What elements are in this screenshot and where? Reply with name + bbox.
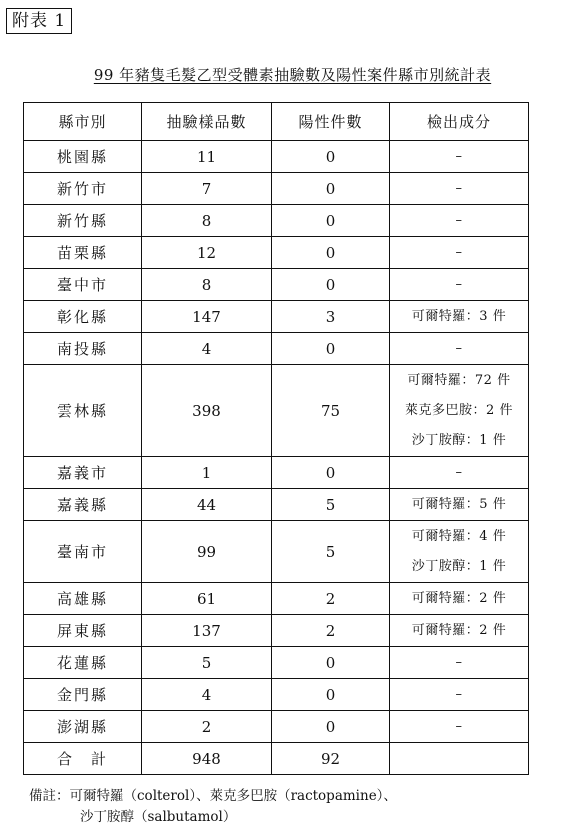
positives-cell: 0 bbox=[272, 141, 390, 173]
positives-cell: 5 bbox=[272, 521, 390, 583]
county-cell: 澎湖縣 bbox=[24, 711, 142, 743]
county-cell: 花蓮縣 bbox=[24, 647, 142, 679]
table-row bbox=[24, 457, 529, 489]
component-line: – bbox=[455, 686, 463, 702]
table-row bbox=[24, 647, 529, 679]
table-row bbox=[24, 679, 529, 711]
header-county: 縣市別 bbox=[24, 103, 142, 141]
component-line: 可爾特羅：3 件 bbox=[411, 308, 507, 324]
component-line: 沙丁胺醇：1 件 bbox=[411, 558, 507, 574]
positives-cell: 0 bbox=[272, 173, 390, 205]
table-title-text: 99 年豬隻毛髮乙型受體素抽驗數及陽性案件縣市別統計表 bbox=[93, 66, 492, 84]
table-row bbox=[24, 205, 529, 237]
table-row bbox=[24, 583, 529, 615]
county-cell: 新竹市 bbox=[24, 173, 142, 205]
samples-cell: 7 bbox=[142, 173, 272, 205]
component-line: – bbox=[455, 180, 463, 196]
county-cell: 桃園縣 bbox=[24, 141, 142, 173]
samples-cell: 61 bbox=[142, 583, 272, 615]
component-line: – bbox=[455, 244, 463, 260]
county-cell: 苗栗縣 bbox=[24, 237, 142, 269]
components-cell bbox=[390, 521, 529, 583]
table-row bbox=[24, 301, 529, 333]
component-line: 可爾特羅：4 件 bbox=[411, 528, 507, 544]
samples-cell: 147 bbox=[142, 301, 272, 333]
component-line: 可爾特羅：2 件 bbox=[411, 622, 507, 638]
table-row bbox=[24, 333, 529, 365]
samples-cell: 44 bbox=[142, 489, 272, 521]
table-header-row bbox=[24, 103, 529, 141]
positives-cell: 0 bbox=[272, 269, 390, 301]
statistics-table bbox=[23, 102, 529, 775]
components-cell bbox=[390, 173, 529, 205]
county-cell: 高雄縣 bbox=[24, 583, 142, 615]
positives-cell: 0 bbox=[272, 457, 390, 489]
county-cell: 新竹縣 bbox=[24, 205, 142, 237]
components-cell bbox=[390, 743, 529, 775]
component-line: 沙丁胺醇：1 件 bbox=[411, 432, 507, 448]
positives-cell: 0 bbox=[272, 333, 390, 365]
samples-cell: 11 bbox=[142, 141, 272, 173]
table-row bbox=[24, 521, 529, 583]
total-label: 合 計 bbox=[24, 743, 142, 775]
component-line: – bbox=[455, 148, 463, 164]
table-row bbox=[24, 269, 529, 301]
table-row bbox=[24, 615, 529, 647]
positives-cell: 2 bbox=[272, 583, 390, 615]
samples-cell: 948 bbox=[142, 743, 272, 775]
components-cell bbox=[390, 301, 529, 333]
samples-cell: 1 bbox=[142, 457, 272, 489]
positives-cell: 5 bbox=[272, 489, 390, 521]
component-line: 可爾特羅：72 件 bbox=[407, 372, 511, 388]
header-components: 檢出成分 bbox=[390, 103, 529, 141]
positives-cell: 92 bbox=[272, 743, 390, 775]
header-positives: 陽性件數 bbox=[272, 103, 390, 141]
samples-cell: 8 bbox=[142, 269, 272, 301]
component-line: – bbox=[455, 276, 463, 292]
table-row bbox=[24, 365, 529, 457]
header-samples: 抽驗樣品數 bbox=[142, 103, 272, 141]
components-cell bbox=[390, 141, 529, 173]
table-row bbox=[24, 237, 529, 269]
positives-cell: 0 bbox=[272, 647, 390, 679]
samples-cell: 137 bbox=[142, 615, 272, 647]
table-row bbox=[24, 141, 529, 173]
component-line: 可爾特羅：5 件 bbox=[411, 496, 507, 512]
components-cell bbox=[390, 679, 529, 711]
component-line: 可爾特羅：2 件 bbox=[411, 590, 507, 606]
positives-cell: 0 bbox=[272, 711, 390, 743]
components-cell bbox=[390, 457, 529, 489]
samples-cell: 99 bbox=[142, 521, 272, 583]
component-line: – bbox=[455, 340, 463, 356]
components-cell bbox=[390, 583, 529, 615]
component-line: – bbox=[455, 718, 463, 734]
county-cell: 金門縣 bbox=[24, 679, 142, 711]
components-cell bbox=[390, 711, 529, 743]
positives-cell: 0 bbox=[272, 679, 390, 711]
footnote bbox=[29, 786, 397, 828]
positives-cell: 3 bbox=[272, 301, 390, 333]
total-row bbox=[24, 743, 529, 775]
table-row bbox=[24, 711, 529, 743]
samples-cell: 8 bbox=[142, 205, 272, 237]
components-cell bbox=[390, 269, 529, 301]
components-cell bbox=[390, 365, 529, 457]
component-line: – bbox=[455, 212, 463, 228]
table-row bbox=[24, 173, 529, 205]
county-cell: 嘉義市 bbox=[24, 457, 142, 489]
components-cell bbox=[390, 333, 529, 365]
county-cell: 南投縣 bbox=[24, 333, 142, 365]
positives-cell: 2 bbox=[272, 615, 390, 647]
county-cell: 臺南市 bbox=[24, 521, 142, 583]
samples-cell: 12 bbox=[142, 237, 272, 269]
county-cell: 屏東縣 bbox=[24, 615, 142, 647]
samples-cell: 4 bbox=[142, 679, 272, 711]
positives-cell: 0 bbox=[272, 237, 390, 269]
footnote-line-1: 備註：可爾特羅（colterol）、萊克多巴胺（ractopamine）、 bbox=[29, 788, 397, 804]
components-cell bbox=[390, 205, 529, 237]
table-row bbox=[24, 489, 529, 521]
components-cell bbox=[390, 489, 529, 521]
samples-cell: 4 bbox=[142, 333, 272, 365]
samples-cell: 5 bbox=[142, 647, 272, 679]
table-title bbox=[0, 66, 585, 84]
table-body bbox=[24, 141, 529, 775]
county-cell: 臺中市 bbox=[24, 269, 142, 301]
component-line: – bbox=[455, 654, 463, 670]
county-cell: 雲林縣 bbox=[24, 365, 142, 457]
samples-cell: 398 bbox=[142, 365, 272, 457]
positives-cell: 0 bbox=[272, 205, 390, 237]
samples-cell: 2 bbox=[142, 711, 272, 743]
components-cell bbox=[390, 615, 529, 647]
appendix-label: 附表 1 bbox=[6, 8, 72, 34]
county-cell: 嘉義縣 bbox=[24, 489, 142, 521]
positives-cell: 75 bbox=[272, 365, 390, 457]
component-line: – bbox=[455, 464, 463, 480]
county-cell: 彰化縣 bbox=[24, 301, 142, 333]
components-cell bbox=[390, 647, 529, 679]
components-cell bbox=[390, 237, 529, 269]
component-line: 萊克多巴胺：2 件 bbox=[405, 402, 513, 418]
footnote-line-2: 沙丁胺醇（salbutamol） bbox=[80, 809, 237, 825]
